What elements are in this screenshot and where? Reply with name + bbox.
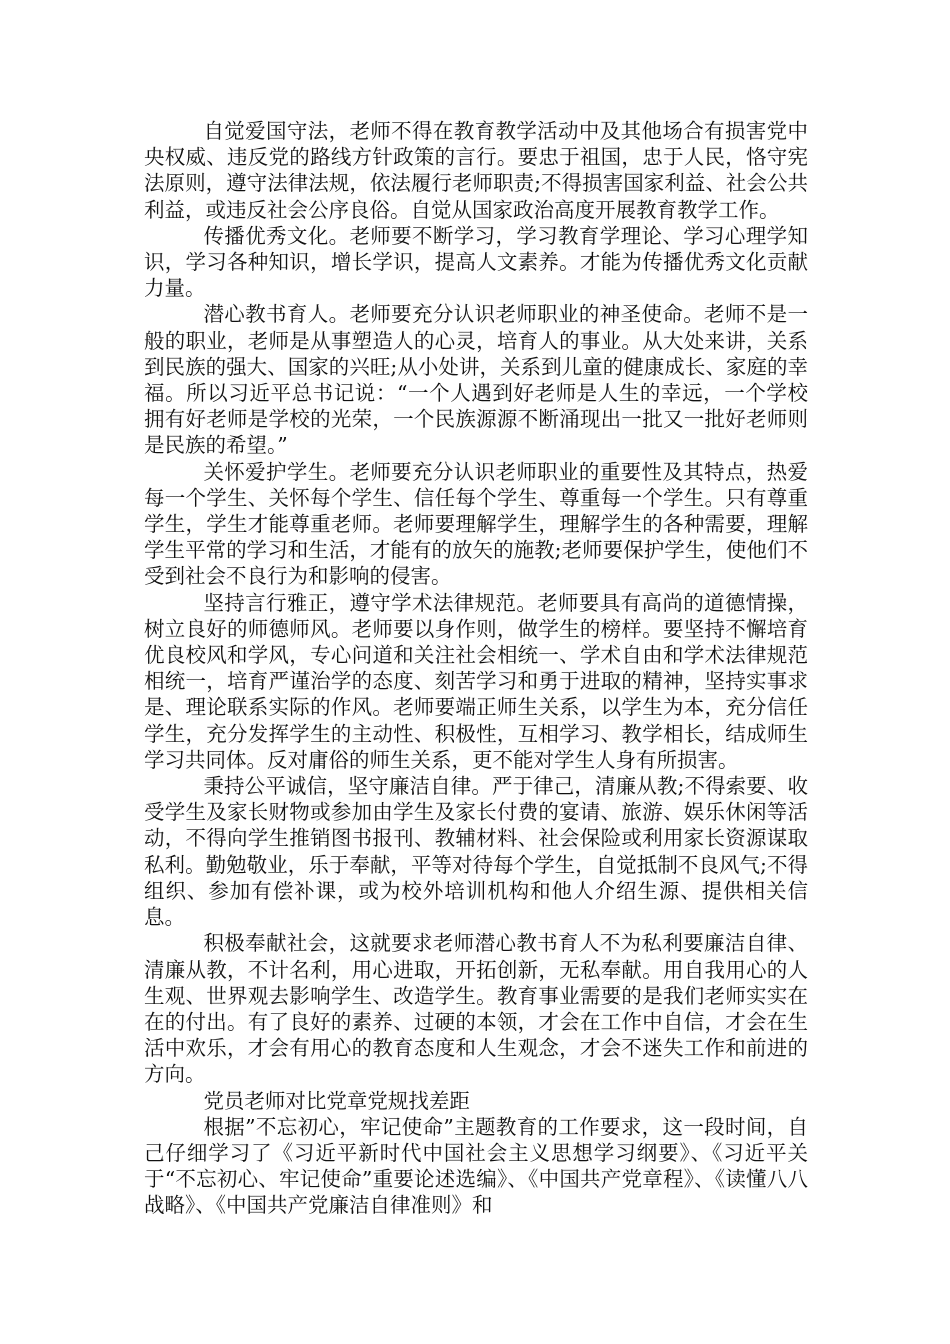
paragraph-integrity: 秉持公平诚信，坚守廉洁自律。严于律己，清廉从教;不得索要、收受学生及家长财物或参加由学生及家长付费的宴请、旅游、娱乐休闲等活动，不得向学生推销图书报刊、教辅材料、社会保险或利用家长资源谋取私利。勤勉敬业，乐于奉献，平等对待每个学生，自觉抵制不良风气;不得组织、参加有偿补课，或为校外培训机构和他人介绍生源、提供相关信息。 [144,774,808,930]
paragraph-patriotism: 自觉爱国守法，老师不得在教育教学活动中及其他场合有损害党中央权威、违反党的路线方针政策的言行。要忠于祖国，忠于人民，恪守宪法原则，遵守法律法规，依法履行老师职责;不得损害国家利益、社会公共利益，或违反社会公序良俗。自觉从国家政治高度开展教育教学工作。 [144,119,808,222]
paragraph-dedication: 积极奉献社会，这就要求老师潜心教书育人不为私利要廉洁自律、清廉从教，不计名利，用心进取，开拓创新，无私奉献。用自我用心的人生观、世界观去影响学生、改造学生。教育事业需要的是我们老师实实在在的付出。有了良好的素养、过硬的本领，才会在工作中自信，才会在生活中欢乐，才会有用心的教育态度和人生观念，才会不迷失工作和前进的方向。 [144,931,808,1087]
document-body [144,118,808,1219]
paragraph-care-students: 关怀爱护学生。老师要充分认识老师职业的重要性及其特点，热爱每一个学生、关怀每个学生、信任每个学生、尊重每一个学生。只有尊重学生，学生才能尊重老师。老师要理解学生，理解学生的各种需要，理解学生平常的学习和生活，才能有的放矢的施教;老师要保护学生，使他们不受到社会不良行为和影响的侵害。 [144,459,808,589]
paragraph-conduct: 坚持言行雅正，遵守学术法律规范。老师要具有高尚的道德情操，树立良好的师德师风。老师要以身作则，做学生的榜样。要坚持不懈培育优良校风和学风，专心问道和关注社会相统一、学术自由和学术法律规范相统一，培育严谨治学的态度、刻苦学习和勇于进取的精神，坚持实事求是、理论联系实际的作风。老师要端正师生关系，以学生为本，充分信任学生，充分发挥学生的主动性、积极性，互相学习、教学相长，结成师生学习共同体。反对庸俗的师生关系，更不能对学生人身有所损害。 [144,590,808,772]
paragraph-culture: 传播优秀文化。老师要不断学习，学习教育学理论、学习心理学知识，学习各种知识，增长学识，提高人文素养。才能为传播优秀文化贡献力量。 [144,223,808,301]
paragraph-study: 根据”不忘初心，牢记使命”主题教育的工作要求，这一段时间，自己仔细学习了《习近平新时代中国社会主义思想学习纲要》、《习近平关于“不忘初心、牢记使命”重要论述选编》、《中国共产党章程》、《读懂八八战略》、《中国共产党廉洁自律准则》和 [144,1114,808,1218]
section-heading: 党员老师对比党章党规找差距 [203,1088,470,1113]
paragraph-teaching: 潜心教书育人。老师要充分认识老师职业的神圣使命。老师不是一般的职业，老师是从事塑造人的心灵，培育人的事业。从大处来讲，关系到民族的强大、国家的兴旺;从小处讲，关系到儿童的健康成长、家庭的幸福。所以习近平总书记说：“一个人遇到好老师是人生的幸远，一个学校拥有好老师是学校的光荣，一个民族源源不断涌现出一批又一批好老师则是民族的希望。” [144,302,808,458]
